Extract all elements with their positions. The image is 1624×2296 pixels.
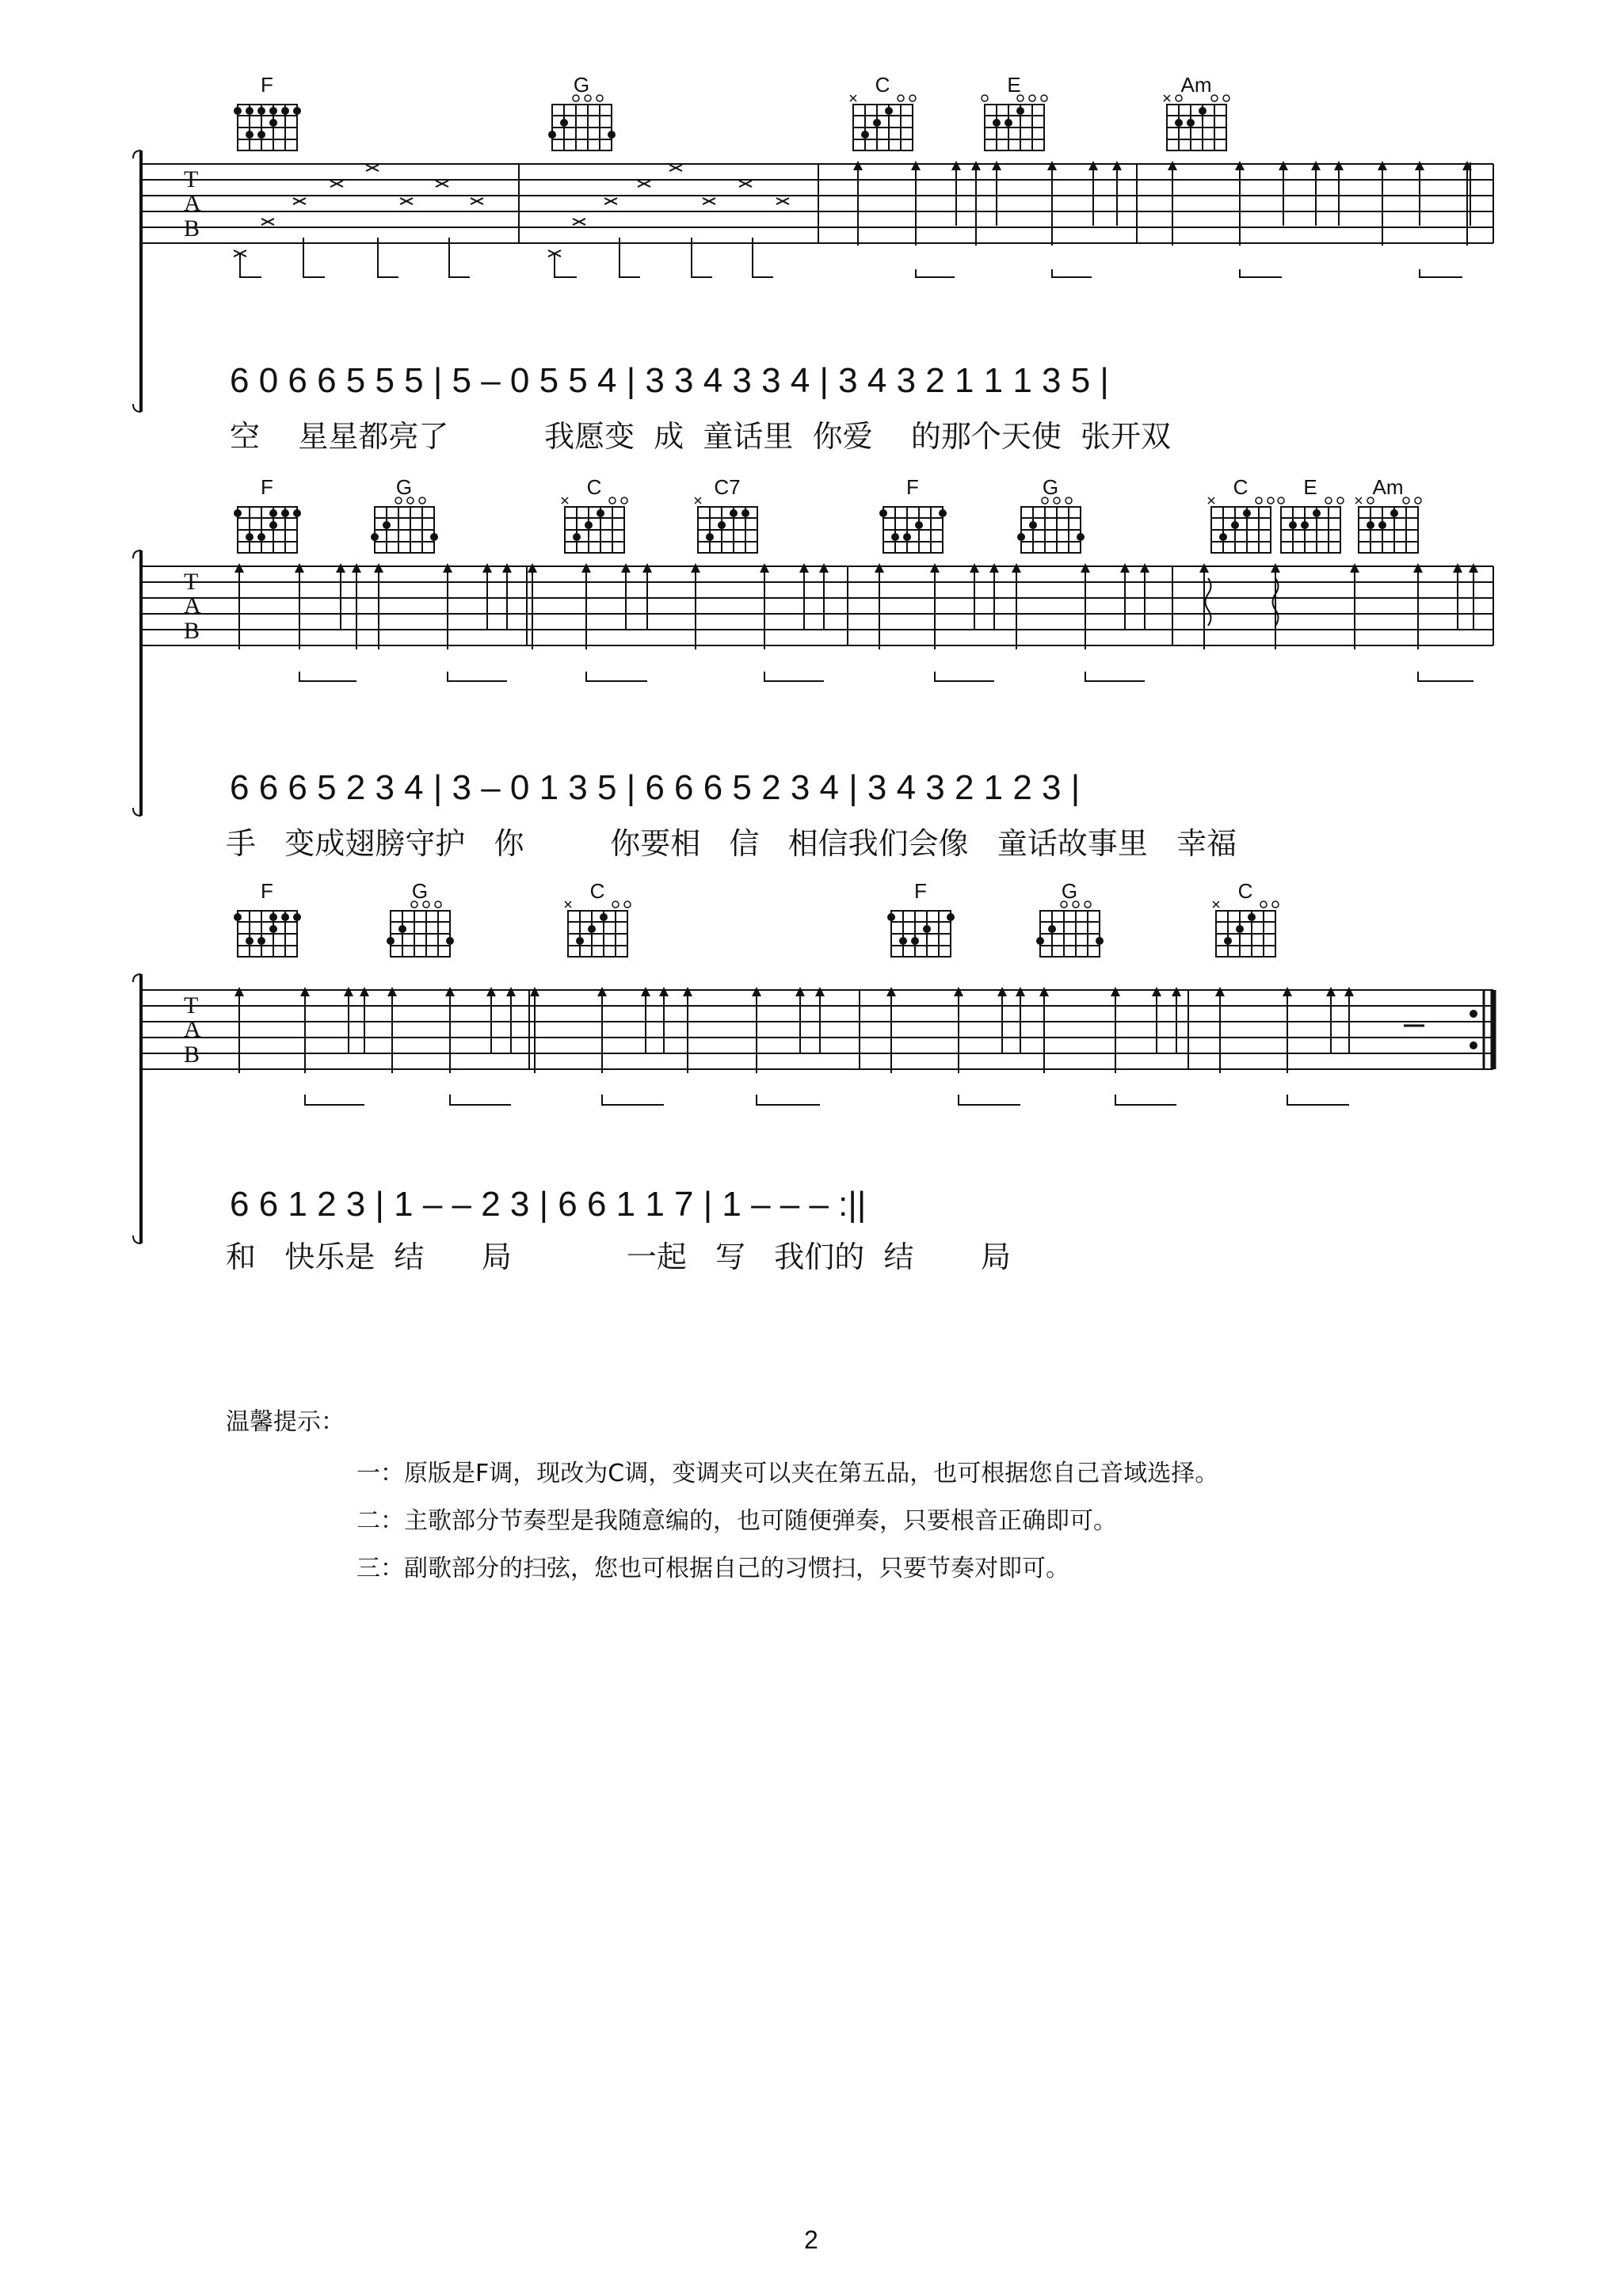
tab-letter-t: T [184,569,199,595]
jianpu-notation: 6 6 6 5 2 3 4 | 3 – 0 1 3 5 | 6 6 6 5 2 3 4 | 3 4 3 2 1 2 3 | [230,768,1081,807]
tab-letter-a: A [184,592,201,619]
chord-diagram-g [552,105,612,150]
chord-name: C [875,73,890,97]
chord-name: C [586,475,602,499]
chord-diagram-am [1167,105,1226,150]
system-1 [0,0,1624,454]
chord-name: Am [1180,73,1212,97]
tab-letter-a: A [184,1016,201,1042]
tab-letter-a: A [184,190,201,216]
system-3 [0,879,1624,1275]
lyrics-line: 手 变成翅膀守护 你 你要相 信 相信我们会像 童话故事里 幸福 [226,826,1237,861]
chord-name: Am [1372,475,1404,499]
page-number: 2 [804,2226,818,2254]
chord-name: G [395,475,413,499]
chord-name: G [1061,879,1078,903]
system-2 [0,475,1624,871]
chord-name: C [589,879,605,903]
jianpu-notation: 6 0 6 6 5 5 5 | 5 – 0 5 5 4 | 3 3 4 3 3 4 | 3 4 3 2 1 1 1 3 5 | [230,361,1109,400]
tab-letter-t: T [184,992,199,1019]
tip-item: 三：副歌部分的扫弦，您也可根据自己的习惯扫，只要节奏对即可。 [356,1555,1069,1582]
chord-name: C7 [714,475,741,499]
chord-name: G [1042,475,1059,499]
chord-name: F [261,73,273,97]
jianpu-notation: 6 6 1 2 3 | 1 – – 2 3 | 6 6 1 1 7 | 1 – – – :|| [230,1185,867,1224]
chord-name: E [1007,73,1021,97]
tip-item: 一：原版是F调，现改为C调，变调夹可以夹在第五品，也可根据您自己音域选择。 [356,1460,1219,1487]
lyrics-line: 和 快乐是 结 局 一起 写 我们的 结 局 [226,1239,1012,1274]
chord-name: F [906,475,919,499]
tab-letter-b: B [184,1041,200,1068]
chord-diagrams-and-tab-staff [0,475,1624,871]
chord-name: G [573,73,590,97]
tips-title: 温馨提示： [226,1408,345,1436]
tab-letter-b: B [184,618,200,644]
chord-name: C [1233,475,1248,499]
chord-name: F [261,879,273,903]
chord-name: F [261,475,273,499]
lyrics-line: 空 星星都亮了 我愿变 成 童话里 你爱 的那个天使 张开双 [230,419,1172,454]
chord-diagram-c [853,105,913,150]
chord-name: E [1303,475,1317,499]
chord-name: C [1237,879,1253,903]
chord-name: G [411,879,429,903]
tab-letter-b: B [184,215,200,242]
tip-item: 二：主歌部分节奏型是我随意编的，也可随便弹奏，只要根音正确即可。 [356,1507,1117,1535]
tab-letter-t: T [184,166,199,192]
chord-diagram-e [985,105,1044,150]
chord-name: F [914,879,927,903]
